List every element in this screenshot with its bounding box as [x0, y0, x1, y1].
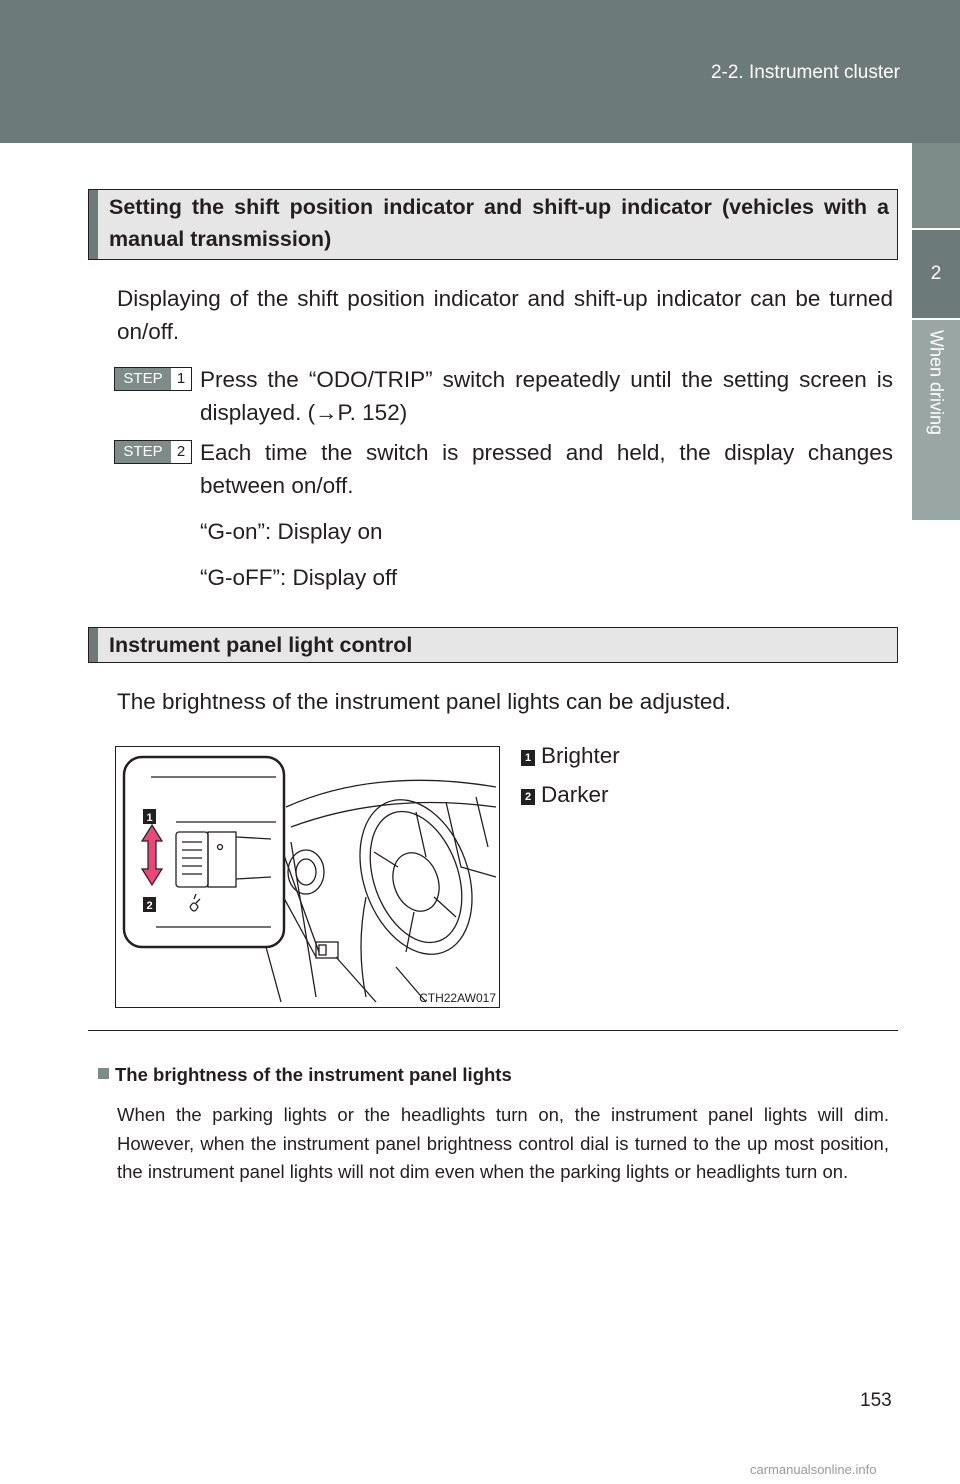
page-header [0, 0, 960, 143]
step-badge-word: STEP [115, 441, 171, 463]
chapter-label: When driving [926, 330, 947, 436]
svg-text:1: 1 [146, 812, 153, 824]
section-title: 2-2. Instrument cluster [710, 62, 900, 83]
legend-label: Brighter [541, 743, 620, 768]
note-title-text: The brightness of the instrument panel lights [115, 1064, 512, 1085]
note-title [98, 1064, 512, 1086]
legend-marker-1: 1 [521, 750, 535, 766]
chapter-side-tab[interactable] [912, 143, 960, 1484]
step-badge-word: STEP [115, 368, 171, 390]
note-body: When the parking lights or the headlights turn on, the instrument panel lights will dim. However, when the instrument panel brightness control dial is turned to the up most position, the instrument panel lights will not dim even when the parking lights or headlights turn on. [117, 1104, 889, 1182]
dashboard-drawing [116, 747, 500, 1008]
svg-text:2: 2 [146, 900, 153, 912]
step-1-badge [114, 367, 192, 391]
panel-light-intro: The brightness of the instrument panel lights can be adjusted. [117, 689, 732, 714]
legend-darker [521, 780, 609, 810]
legend-marker-2: 2 [521, 789, 535, 805]
watermark: carmanualsonline.info [750, 1462, 877, 1477]
option-display-on: “G-on”: Display on [200, 519, 383, 544]
step-2-text: Each time the switch is pressed and held, the display changes between on/off. [200, 440, 893, 498]
step-1-text: Press the “ODO/TRIP” switch repeatedly until the setting screen is displayed. (→P. 152) [200, 367, 893, 425]
legend-label: Darker [541, 782, 609, 807]
shift-indicator-intro: Displaying of the shift position indicator and shift-up indicator can be turned on/off. [117, 286, 893, 344]
page-number: 153 [860, 1390, 892, 1411]
side-tab-top-band [912, 143, 960, 228]
option-display-off: “G-oFF”: Display off [200, 565, 398, 590]
section-divider [88, 1030, 898, 1031]
square-bullet-icon [98, 1068, 109, 1079]
step-2-badge [114, 440, 192, 464]
figure-code: CTH22AW017 [419, 991, 496, 1005]
section-heading-panel-light: Instrument panel light control [88, 627, 898, 663]
section-heading-shift-indicator: Setting the shift position indicator and shift-up indicator (vehicles with a manual transmission) [88, 189, 898, 260]
panel-light-illustration [115, 746, 500, 1008]
chapter-label-band [912, 320, 960, 520]
legend-brighter [521, 741, 620, 771]
step-badge-number: 1 [171, 368, 191, 390]
step-badge-number: 2 [171, 441, 191, 463]
chapter-number: 2 [912, 230, 960, 318]
